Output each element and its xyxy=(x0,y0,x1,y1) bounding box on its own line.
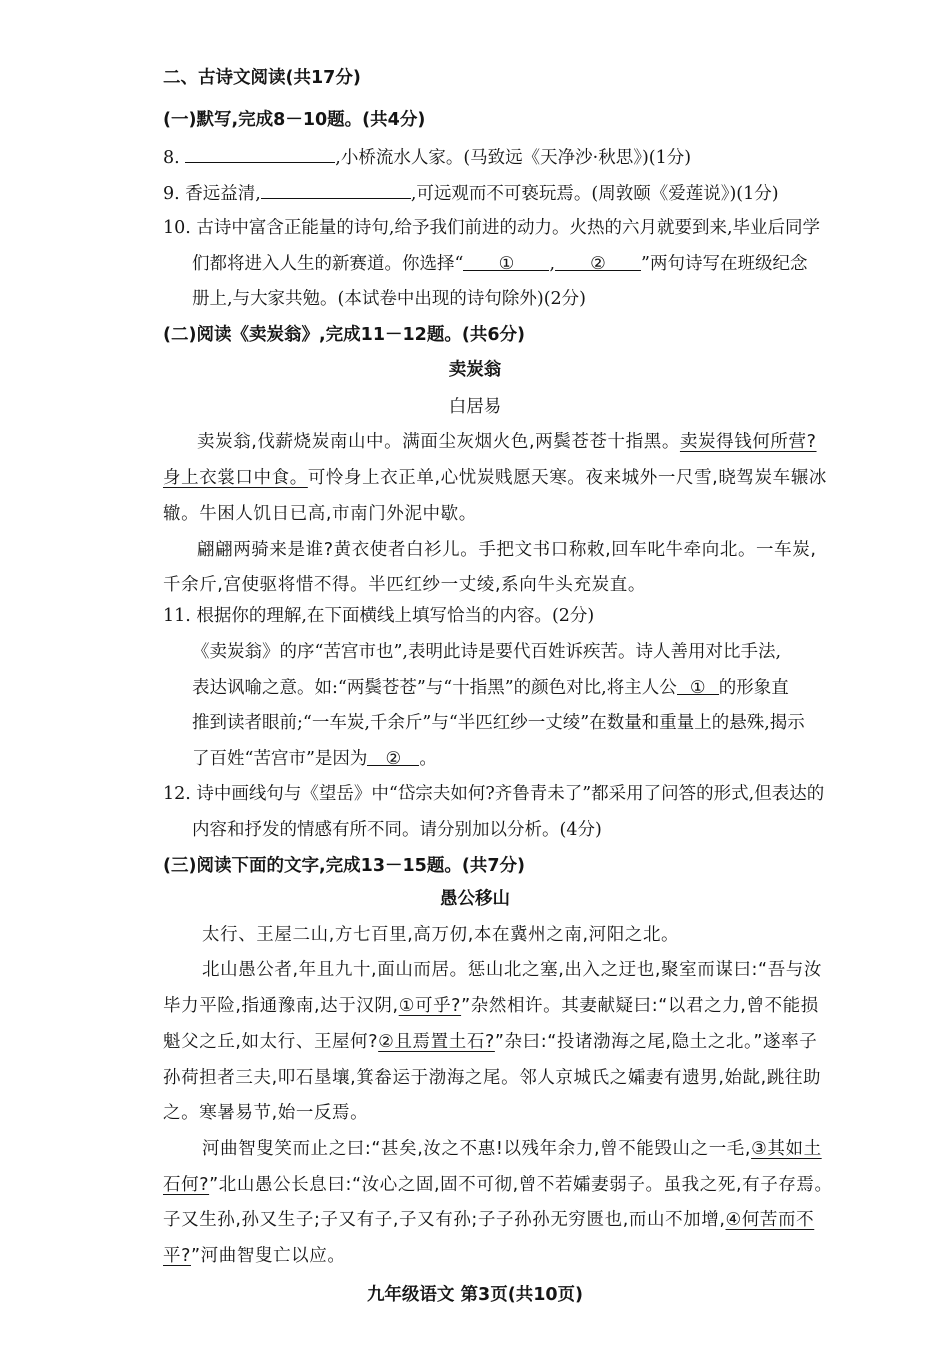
question-11-line5 xyxy=(192,747,437,771)
passage-line-8 xyxy=(163,1173,833,1197)
question-8-text: ,小桥流水人家。(马致远《天净沙·秋思》)(1分) xyxy=(335,148,692,168)
question-8-blank[interactable] xyxy=(185,144,335,163)
poem-line-2 xyxy=(163,466,827,490)
passage-line-1: 太行、王屋二山,方七百里,高万仞,本在冀州之南,河阳之北。 xyxy=(202,925,680,945)
question-11-line4: 推到读者眼前;“一车炭,千余斤”与“半匹红纱一丈绫”在数量和重量上的悬殊,揭示 xyxy=(192,713,805,733)
passage-line-5: 孙荷担者三夫,叩石垦壤,箕畚运于渤海之尾。邻人京城氏之孀妻有遗男,始龀,跳往助 xyxy=(163,1068,822,1088)
question-11-blank-2[interactable]: ② xyxy=(367,747,419,766)
passage-text: 魁父之丘,如太行、王屋何? xyxy=(163,1032,379,1052)
question-11-line1: 11. 根据你的理解,在下面横线上填写恰当的内容。(2分) xyxy=(163,606,595,626)
question-11-line2: 《卖炭翁》的序“苦宫市也”,表明此诗是要代百姓诉疾苦。诗人善用对比手法, xyxy=(192,642,782,662)
question-9-prefix: 9. 香远益清, xyxy=(163,184,261,204)
passage-line-6: 之。寒暑易节,始一反焉。 xyxy=(163,1103,369,1123)
question-10-sep: , xyxy=(549,254,556,274)
question-11-text: 了百姓“苦宫市”是因为 xyxy=(192,749,368,769)
question-10-line1: 10. 古诗中富含正能量的诗句,给予我们前进的动力。火热的六月就要到来,毕业后同学 xyxy=(163,218,821,238)
poem-author: 白居易 xyxy=(448,397,502,417)
passage-line-9 xyxy=(163,1208,814,1232)
section-title: 二、古诗文阅读(共17分) xyxy=(163,68,361,88)
passage-text: 河曲智叟笑而止之曰:“甚矣,汝之不惠!以残年余力,曾不能毁山之一毛, xyxy=(202,1139,752,1159)
part1-heading: (一)默写,完成8－10题。(共4分) xyxy=(163,110,426,130)
poem-line-4: 翩翩两骑来是谁?黄衣使者白衫儿。手把文书口称敕,回车叱牛牵向北。一车炭, xyxy=(197,540,817,560)
passage-text: ”北山愚公长息曰:“汝心之固,固不可彻,曾不若孀妻弱子。虽我之死,有子存焉。 xyxy=(209,1175,833,1195)
question-11-text: 的形象直 xyxy=(718,678,789,698)
passage-line-3 xyxy=(163,994,819,1018)
poem-text: 卖炭翁,伐薪烧炭南山中。满面尘灰烟火色,两鬓苍苍十指黑。 xyxy=(197,432,680,452)
passage-title: 愚公移山 xyxy=(440,889,510,909)
passage-text: 子又生孙,孙又生子;子又有子,子又有孙;子子孙孙无穷匮也,而山不加增, xyxy=(163,1210,726,1230)
question-12-line2: 内容和抒发的情感有所不同。请分别加以分析。(4分) xyxy=(192,820,602,840)
question-10-line3: 册上,与大家共勉。(本试卷中出现的诗句除外)(2分) xyxy=(192,289,587,309)
passage-underlined-4-cont: 平? xyxy=(163,1246,191,1266)
poem-title: 卖炭翁 xyxy=(448,360,502,380)
question-9-blank[interactable] xyxy=(261,180,411,199)
passage-text: ”杂曰:“投诸渤海之尾,隐土之北。”遂率子 xyxy=(494,1032,818,1052)
question-10-text-a: 们都将进入人生的新赛道。你选择“ xyxy=(192,254,464,274)
question-11-text: 。 xyxy=(419,749,437,769)
question-10-text-b: ”两句诗写在班级纪念 xyxy=(641,254,808,274)
page-footer: 九年级语文 第3页(共10页) xyxy=(366,1285,584,1305)
part2-heading: (二)阅读《卖炭翁》,完成11－12题。(共6分) xyxy=(163,325,526,345)
poem-line-3: 辙。牛困人饥日已高,市南门外泥中歇。 xyxy=(163,504,477,524)
poem-line-5: 千余斤,宫使驱将惜不得。半匹红纱一丈绫,系向牛头充炭直。 xyxy=(163,575,646,595)
poem-underlined-question: 卖炭得钱何所营? xyxy=(679,432,817,452)
passage-underlined-3: ③其如土 xyxy=(751,1139,822,1159)
poem-text: 可怜身上衣正单,心忧炭贱愿天寒。夜来城外一尺雪,晓驾炭车辗冰 xyxy=(307,468,827,488)
poem-underlined-answer: 身上衣裳口中食。 xyxy=(163,468,308,488)
passage-text: 毕力平险,指通豫南,达于汉阴, xyxy=(163,996,399,1016)
part3-heading: (三)阅读下面的文字,完成13－15题。(共7分) xyxy=(163,856,526,876)
question-8 xyxy=(163,144,691,170)
question-10-blank-1[interactable]: ① xyxy=(463,252,549,271)
question-10-blank-2[interactable]: ② xyxy=(555,252,641,271)
passage-line-4 xyxy=(163,1030,817,1054)
passage-underlined-3-cont: 石何? xyxy=(163,1175,210,1195)
question-9 xyxy=(163,180,779,206)
question-9-text: ,可远观而不可亵玩焉。(周敦颐《爱莲说》)(1分) xyxy=(410,184,779,204)
passage-text: ”河曲智叟亡以应。 xyxy=(191,1246,346,1266)
passage-line-7 xyxy=(202,1137,822,1161)
passage-line-10 xyxy=(163,1244,345,1268)
passage-text: ”杂然相许。其妻献疑曰:“以君之力,曾不能损 xyxy=(461,996,819,1016)
question-11-blank-1[interactable]: ① xyxy=(677,676,719,695)
question-11-text: 表达讽喻之意。如:“两鬓苍苍”与“十指黑”的颜色对比,将主人公 xyxy=(192,678,677,698)
question-12-line1: 12. 诗中画线句与《望岳》中“岱宗夫如何?齐鲁青未了”都采用了问答的形式,但表达的 xyxy=(163,784,825,804)
question-8-number: 8. xyxy=(163,148,180,168)
poem-line-1 xyxy=(197,430,817,454)
passage-underlined-1: ①可乎? xyxy=(398,996,462,1016)
question-10-line2 xyxy=(192,252,807,276)
passage-underlined-4: ④何苦而不 xyxy=(725,1210,815,1230)
question-11-line3 xyxy=(192,676,789,700)
passage-line-2: 北山愚公者,年且九十,面山而居。惩山北之塞,出入之迂也,聚室而谋曰:“吾与汝 xyxy=(202,960,823,980)
passage-underlined-2: ②且焉置土石? xyxy=(378,1032,495,1052)
